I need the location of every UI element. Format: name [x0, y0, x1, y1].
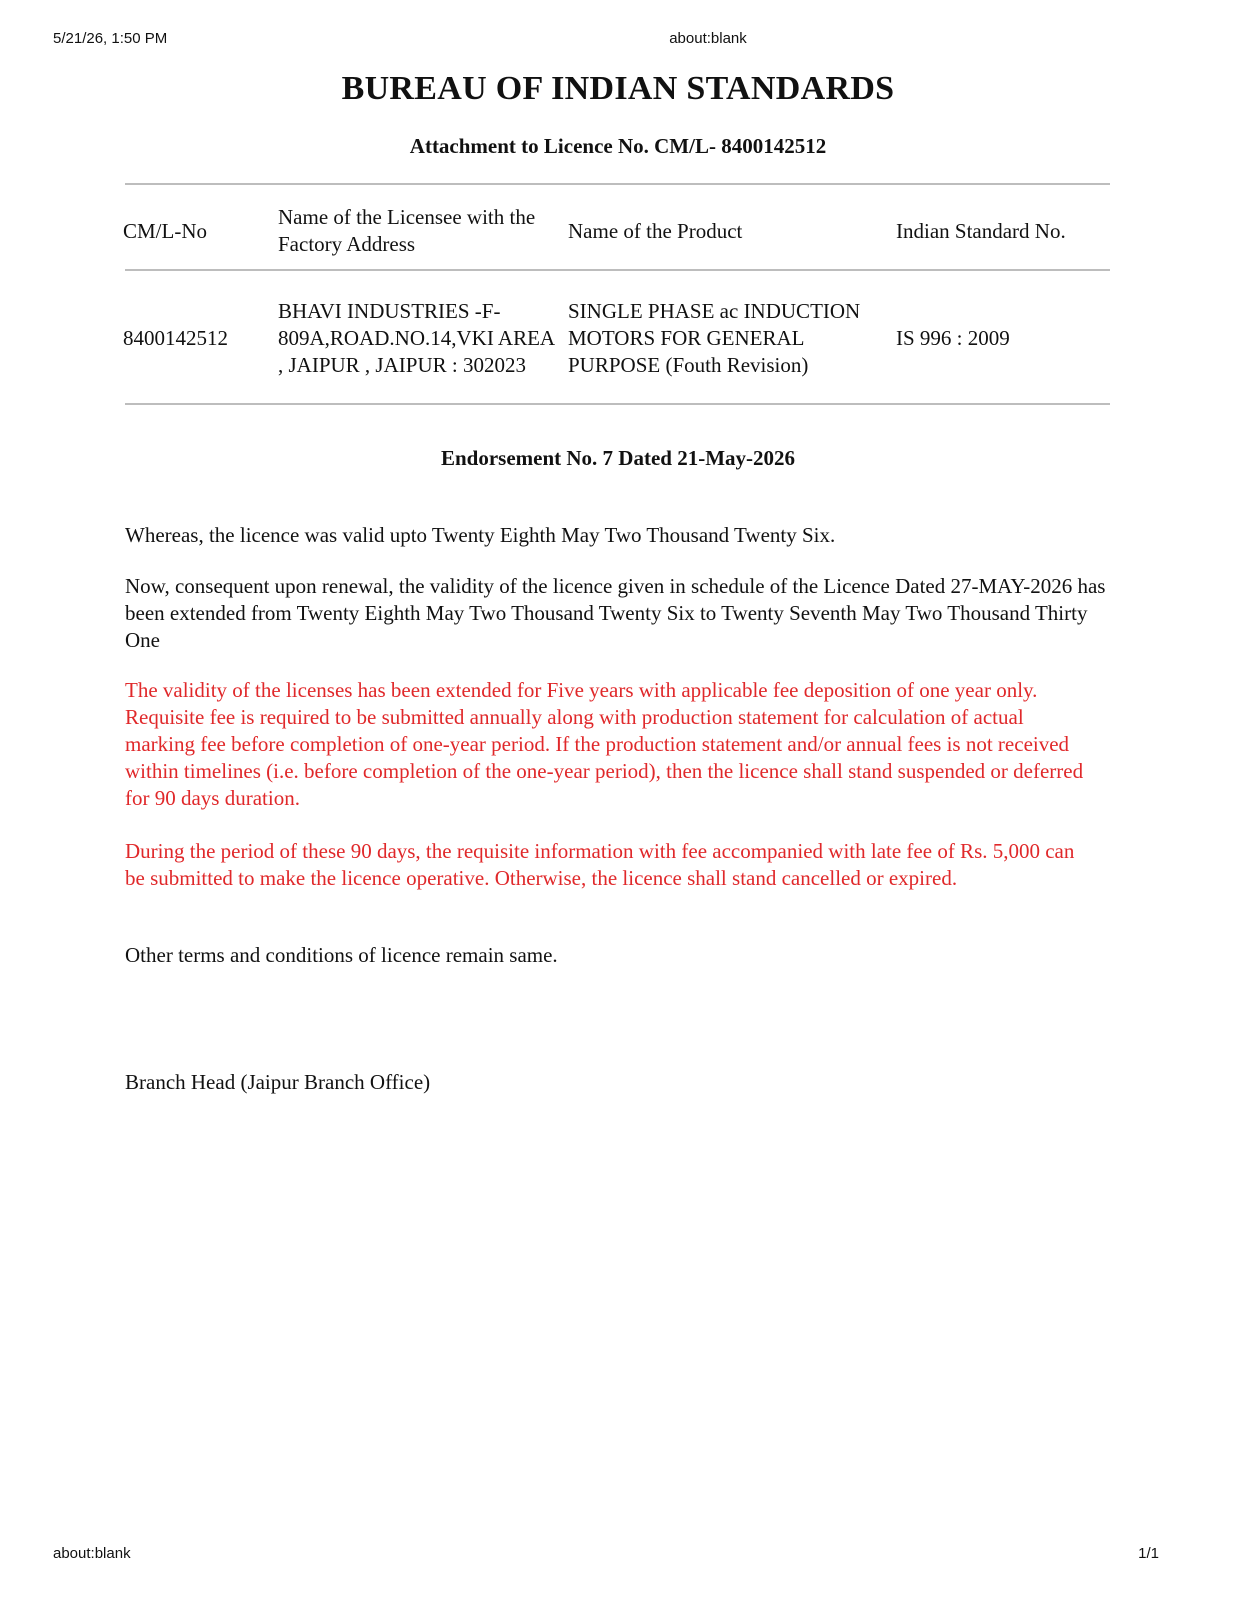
print-url-bottom: about:blank — [53, 1545, 131, 1562]
table-header-rule — [125, 269, 1110, 271]
print-url-top: about:blank — [669, 30, 747, 47]
renewal-paragraph: Now, consequent upon renewal, the validity of the licence given in schedule of the Licence Dated 27-MAY-2026 has been extended from Twenty Eighth May Two Thousand Twenty Six to Twenty Seventh May Two Thousand Thirty One — [125, 574, 1106, 652]
page-count: 1/1 — [1138, 1545, 1159, 1562]
print-header — [0, 30, 1236, 50]
late-fee-notice-paragraph: During the period of these 90 days, the requisite information with fee accompanied with late fee of Rs. 5,000 can be submitted to make the licence operative. Otherwise, the licence shall stand cancelled or expired. — [125, 839, 1075, 890]
validity-whereas-paragraph: Whereas, the licence was valid upto Twenty Eighth May Two Thousand Twenty Six. — [125, 523, 836, 547]
signatory: Branch Head (Jaipur Branch Office) — [125, 1070, 431, 1094]
print-footer — [0, 1545, 1236, 1565]
row-licensee-address: BHAVI INDUSTRIES -F-809A,ROAD.NO.14,VKI AREA , JAIPUR , JAIPUR : 302023 — [278, 298, 554, 377]
fee-notice-paragraph: The validity of the licenses has been extended for Five years with applicable fee deposition of one year only. Requisite fee is required to be submitted annually along with production statement for calculation of actual marking fee before completion of one-year period. If the production statement and/or annual fees is not received within timelines (i.e. before completion of the one-year period), then the licence shall stand suspended or deferred for 90 days duration. — [125, 678, 1084, 810]
row-cml-no: 8400142512 — [123, 325, 228, 350]
other-terms-paragraph: Other terms and conditions of licence remain same. — [125, 943, 558, 967]
header-licensee: Name of the Licensee with the Factory Address — [278, 205, 536, 256]
header-standard-no: Indian Standard No. — [896, 218, 1066, 243]
row-standard-no: IS 996 : 2009 — [896, 325, 1010, 350]
endorsement-heading: Endorsement No. 7 Dated 21-May-2026 — [440, 446, 796, 470]
licence-attachment-heading: Attachment to Licence No. CM/L- 8400142512 — [409, 134, 827, 158]
table-top-rule — [125, 183, 1110, 185]
row-product-name: SINGLE PHASE ac INDUCTION MOTORS FOR GENERAL PURPOSE (Fouth Revision) — [568, 298, 861, 377]
print-datetime: 5/21/26, 1:50 PM — [53, 30, 168, 47]
document-title: BUREAU OF INDIAN STANDARDS — [341, 70, 895, 107]
header-product: Name of the Product — [568, 218, 743, 243]
header-cml-no: CM/L-No — [123, 218, 207, 243]
table-bottom-rule — [125, 403, 1110, 405]
